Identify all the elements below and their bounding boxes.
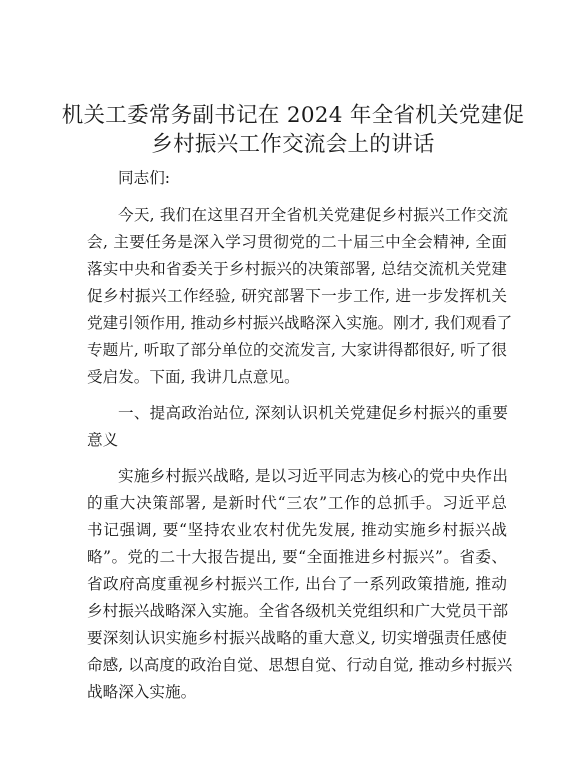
paragraph-1-line-6: 专题片, 听取了部分单位的交流发言, 大家讲得都很好, 听了很	[87, 341, 507, 359]
paragraph-2-line-1: 实施乡村振兴战略, 是以习近平同志为核心的党中央作出	[118, 467, 508, 485]
paragraph-1-line-4: 促乡村振兴工作经验, 研究部署下一步工作, 进一步发挥机关	[87, 287, 507, 305]
paragraph-2-line-4: 略”。党的二十大报告提出, 要“全面推进乡村振兴”。省委、	[87, 548, 507, 566]
section-heading-1-line-2: 意义	[87, 431, 119, 449]
section-heading-1-line-1: 一、提高政治站位, 深刻认识机关党建促乡村振兴的重要	[118, 404, 508, 422]
paragraph-1-line-2: 会, 主要任务是深入学习贯彻党的二十届三中全会精神, 全面	[87, 233, 507, 251]
paragraph-1-line-3: 落实中央和省委关于乡村振兴的决策部署, 总结交流机关党建	[87, 260, 507, 278]
paragraph-2-line-9: 战略深入实施。	[87, 683, 197, 701]
paragraph-2-line-6: 乡村振兴战略深入实施。全省各级机关党组织和广大党员干部	[87, 602, 509, 620]
greeting: 同志们:	[118, 169, 171, 187]
paragraph-2-line-3: 书记强调, 要“坚持农业农村优先发展, 推动实施乡村振兴战	[87, 521, 507, 539]
paragraph-1-line-1: 今天, 我们在这里召开全省机关党建促乡村振兴工作交流	[118, 206, 508, 224]
paragraph-1-line-7: 受启发。下面, 我讲几点意见。	[87, 368, 300, 386]
paragraph-2-line-7: 要深刻认识实施乡村振兴战略的重大意义, 切实增强责任感使	[87, 629, 507, 647]
document-title-line-1: 机关工委常务副书记在 2024 年全省机关党建促	[61, 103, 525, 128]
paragraph-2-line-2: 的重大决策部署, 是新时代“三农”工作的总抓手。习近平总	[87, 494, 507, 512]
paragraph-1-line-5: 党建引领作用, 推动乡村振兴战略深入实施。刚才, 我们观看了	[87, 314, 513, 332]
paragraph-2-line-5: 省政府高度重视乡村振兴工作, 出台了一系列政策措施, 推动	[87, 575, 507, 593]
paragraph-2-line-8: 命感, 以高度的政治自觉、思想自觉、行动自觉, 推动乡村振兴	[87, 656, 513, 674]
document-title-line-2: 乡村振兴工作交流会上的讲话	[151, 132, 435, 157]
